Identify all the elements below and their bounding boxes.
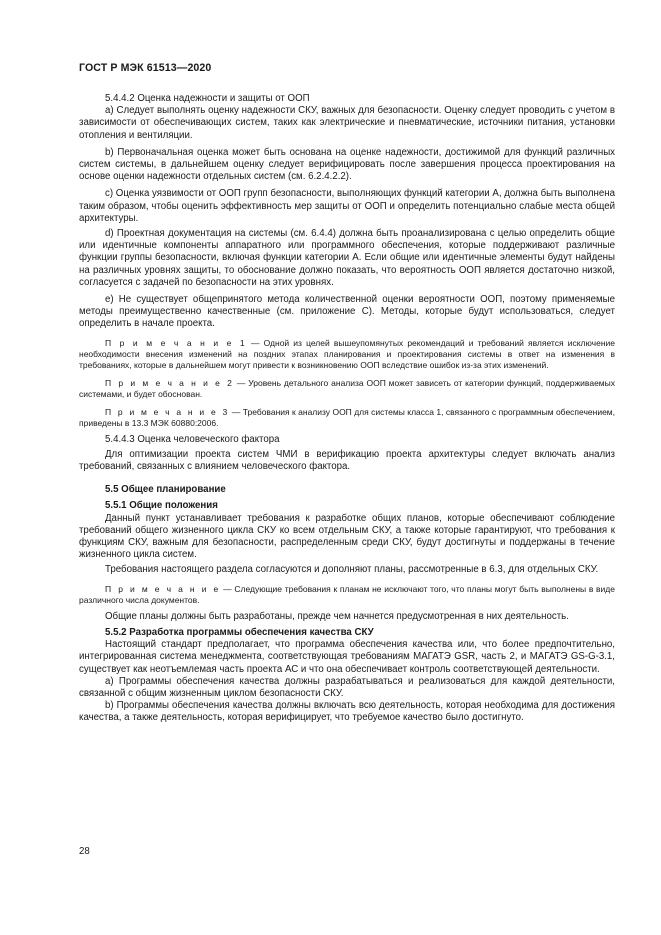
section-5-5-2-paragraph-1: Настоящий стандарт предполагает, что программа обеспечения качества или, что более предпочтительно, интегрированная система менеджмента, соответствующая требованиям МАГАТЭ GSR, часть 2, и МАГАТЭ GS-G-3.1, существует как неотъемлемая часть проекта АС и что она обеспечивает контроль соответствующей деятельности. — [79, 639, 615, 675]
section-5-4-4-3-title: 5.4.4.3 Оценка человеческого фактора — [105, 433, 280, 445]
note-2-text: — Уровень детального анализа ООП может зависеть от категории функций, поддерживаемых системами, и будет обоснован. — [79, 377, 615, 399]
section-5-5-1-paragraph-2: Требования настоящего раздела согласуются и дополняют планы, рассмотренные в 6.3, для отдельных СКУ. — [105, 564, 599, 576]
paragraph-e: e) Не существует общепринятого метода количественной оценки вероятности ООП, поэтому применяемые методы преимущественно качественные (см. приложение С). Методы, которые будут использоваться, следует определить в начале проекта. — [79, 294, 615, 330]
section-5-5-2-heading: 5.5.2 Разработка программы обеспечения качества СКУ — [105, 626, 374, 638]
note-3 — [79, 407, 615, 429]
section-5-5-2-paragraph-a: a) Программы обеспечения качества должны разрабатываться и реализоваться для каждой деятельности, связанной с общим жизненным циклом безопасности СКУ. — [79, 675, 615, 699]
section-5-4-4-3-text: Для оптимизации проекта систем ЧМИ в верификацию проекта архитектуры следует включать анализ требований, связанных с влиянием человеческого фактора. — [79, 448, 615, 473]
paragraph-d: d) Проектная документация на системы (см. 6.4.4) должна быть проанализирована с целью определить общие или идентичные компоненты аппаратного или программного обеспечения, которые поддерживают различные функции группы безопасности, включая функции категории А. Если общие или идентичные элементы будут найдены на различных уровнях защиты, то обоснование должно показать, что вероятность ООП является достаточно низкой, согласуется с задачей по безопасности на этих уровнях. — [79, 228, 615, 288]
note-3-text: — Требования к анализу ООП для системы класса 1, связанного с программным обеспечением, приведены в 13.3 МЭК 60880:2006. — [79, 406, 615, 428]
note-4 — [79, 584, 615, 606]
note-3-label: П р и м е ч а н и е 3 — [105, 406, 230, 417]
note-4-text: — Следующие требования к планам не исключают того, что планы могут быть выполнены в виде различного числа документов. — [79, 583, 615, 605]
note-1-label: П р и м е ч а н и е 1 — [105, 337, 247, 348]
document-body — [79, 93, 615, 725]
note-4-label: П р и м е ч а н и е — [105, 583, 221, 594]
section-5-5-2-paragraph-b: b) Программы обеспечения качества должны включать всю деятельность, которая необходима для достижения качества, а также деятельность, которая верифицирует, что требуемое качество было достигнуто. — [79, 700, 615, 724]
section-5-5-1-paragraph-3: Общие планы должны быть разработаны, прежде чем начнется предусмотренная в них деятельность. — [105, 610, 569, 622]
section-5-4-4-2-title: 5.4.4.2 Оценка надежности и защиты от ООП — [105, 93, 310, 104]
note-1-text: — Одной из целей вышеупомянутых рекомендаций и требований является исключение необходимости внесения изменений на поздних этапах планирования и проектирования системы в ответ на изменения в требованиях, которые в дальнейшем могут привести к возникновению ООП вследствие ошибок из-за этих изменений. — [79, 337, 615, 370]
note-2-label: П р и м е ч а н и е 2 — [105, 377, 235, 388]
paragraph-a: a) Следует выполнять оценку надежности СКУ, важных для безопасности. Оценку следует проводить с учетом в зависимости от обеспечивающих систем, таких как электрические и пневматические, источники питания, установки отопления и вентиляции. — [79, 105, 615, 141]
paragraph-b: b) Первоначальная оценка может быть основана на оценке надежности, достижимой для функций различных систем системы, в дальнейшем оценку следует верифицировать после завершения процесса проектирования на основе оценки надежности отдельных систем (см. 6.2.4.2.2). — [79, 146, 615, 183]
note-1 — [79, 338, 615, 371]
paragraph-c: c) Оценка уязвимости от ООП групп безопасности, выполняющих функций категории А, должна быть выполнена таким образом, чтобы оценить эффективность мер защиты от ООП и определить потенциально слабые места общей архитектуры. — [79, 188, 615, 224]
document-header: ГОСТ Р МЭК 61513—2020 — [79, 62, 212, 74]
section-5-5-1-heading: 5.5.1 Общие положения — [105, 500, 218, 512]
section-5-5-1-paragraph-1: Данный пункт устанавливает требования к разработке общих планов, которые обеспечивают соблюдение требований общего жизненного цикла СКУ ко всем отдельным СКУ, а также которые гарантируют, что требования к функциям СКУ, важным для безопасности, распределенным среди СКУ, будут достигнуты и поддержаны в течение жизненного цикла систем. — [79, 512, 615, 561]
note-2 — [79, 378, 615, 400]
section-5-5-heading: 5.5 Общее планирование — [105, 484, 226, 496]
page-number: 28 — [79, 846, 90, 857]
